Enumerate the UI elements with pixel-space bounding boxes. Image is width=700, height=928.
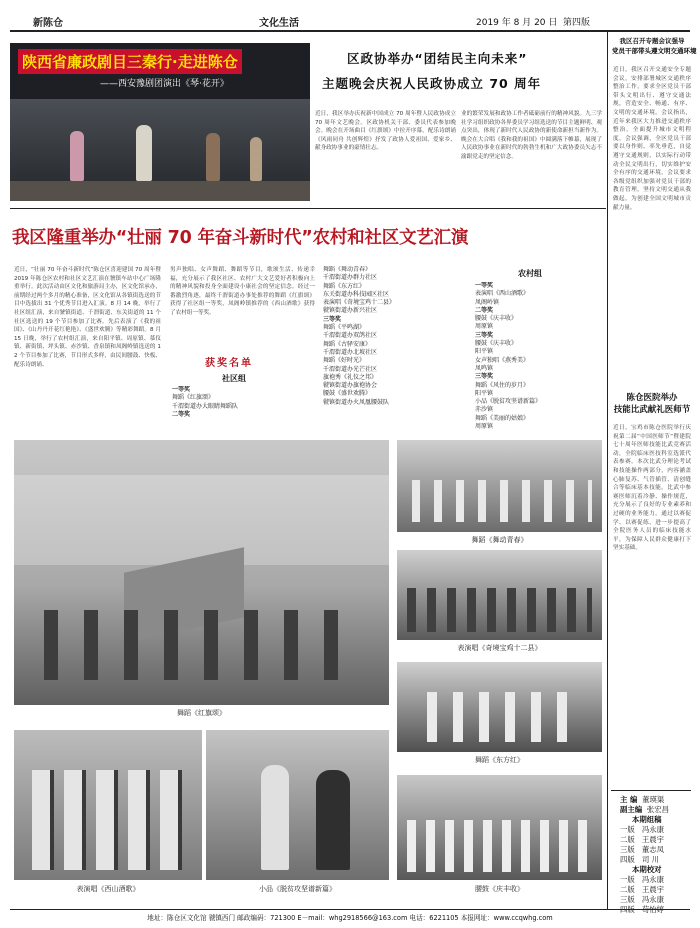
photo-caption: 小品《脱贫攻坚谱新篇》 bbox=[259, 885, 336, 893]
stage-floor bbox=[10, 181, 310, 201]
performers-row bbox=[32, 770, 187, 870]
award-item: 小品《脱贫攻坚谱新篇》 bbox=[475, 398, 542, 406]
photo-youth-dance bbox=[397, 440, 602, 532]
staff-row bbox=[620, 855, 690, 865]
top-left-subtitle: ——西安豫剧团演出《琴·花开》 bbox=[100, 79, 229, 89]
award-item: 舞蹈《平鸣湖》 bbox=[323, 324, 366, 332]
award-item: 腰鼓《盛世欢腾》 bbox=[323, 390, 372, 398]
footer-rule bbox=[10, 909, 690, 910]
newspaper-name: 新陈仓 bbox=[33, 18, 63, 29]
staff-row bbox=[620, 815, 690, 825]
award-item: 舞蹈《风住的岁月》 bbox=[475, 381, 530, 389]
section-name: 文化生活 bbox=[259, 18, 299, 29]
award-item: 虢镇街道办新兴社区 bbox=[323, 307, 378, 315]
award-item: 二等奖 bbox=[475, 306, 494, 314]
awards-title: 获奖名单 bbox=[205, 358, 253, 369]
award-item: 凤鸣镇 bbox=[475, 364, 494, 372]
award-item: 三等奖 bbox=[475, 373, 494, 381]
award-item: 一等奖 bbox=[475, 282, 494, 289]
photo-caption: 舞蹈《舞动青春》 bbox=[471, 536, 528, 544]
staff-name: 王晨宇 bbox=[641, 885, 665, 894]
performer-figure bbox=[250, 137, 262, 181]
community-group-title: 社区组 bbox=[222, 374, 246, 383]
staff-role: 四版 bbox=[620, 855, 635, 864]
award-item: 虢镇街道办旗袍协会 bbox=[323, 382, 378, 390]
award-item: 周原镇 bbox=[475, 423, 494, 431]
staff-role: 一版 bbox=[620, 825, 635, 834]
dancers-row bbox=[427, 692, 577, 742]
award-item: 二等奖 bbox=[172, 410, 191, 418]
staff-role: 三版 bbox=[620, 895, 635, 904]
headline-rule-top bbox=[10, 208, 606, 209]
staff-role: 本期校对 bbox=[632, 865, 662, 874]
photo-caption: 舞蹈《红旗颂》 bbox=[177, 709, 226, 717]
staff-row bbox=[620, 875, 690, 885]
staff-role: 本期组稿 bbox=[632, 815, 662, 824]
drummers-row bbox=[407, 820, 592, 872]
staff-row bbox=[620, 845, 690, 855]
header-rule bbox=[10, 30, 690, 32]
sidebar-top-title-line2: 党员干部带头遵文明交通环境 bbox=[612, 47, 697, 55]
cppcc-title-line2: 主题晚会庆祝人民政协成立 70 周年 bbox=[322, 76, 542, 91]
top-left-block bbox=[10, 43, 310, 201]
award-item: 千渭街道办北坡社区 bbox=[323, 348, 378, 356]
staff-name: 王晨宇 bbox=[641, 835, 665, 844]
award-item: 周原镇 bbox=[475, 323, 494, 331]
staff-name: 冯永康 bbox=[641, 825, 665, 834]
staff-name: 董志凤 bbox=[641, 845, 665, 854]
page-number: 第四版 bbox=[563, 18, 591, 28]
staff-name: 冯永康 bbox=[641, 875, 665, 884]
issue-date: 2019 年 8 月 20 日 bbox=[476, 18, 558, 28]
award-item: 舞蹈《美丽的姑娘》 bbox=[475, 414, 530, 422]
award-item: 赤沙镇 bbox=[475, 406, 494, 414]
award-item: 一等奖 bbox=[172, 386, 191, 393]
top-left-title: 陕西省廉政剧目三秦行·走进陈仓 bbox=[18, 49, 242, 74]
main-intro: 近日，“壮丽 70 年奋斗新时代”陈仓区喜迎建国 70 周年暨 2019 年陈仓区农村和社区文艺汇演在虢镇车站中心广场隆重举行。此次活动由区文化和旅游局主办，区文化馆承办，前期经过两个多月的精心准备，区文化馆从各镇街选送的节目中选拔出 31 个优秀节目进入汇演。8 月 14 晚，举行了社区组汇演，来自虢镇街道、千渭街道、东关街道的 11 个社区选送的 19 个节目参加了比赛。先后表演了《我的祖国》、《山丹丹开花红艳艳》、《盛世欢腾》等精彩舞蹈。8 月 15 日晚，举行了农村组汇演，来自阳平镇、周原镇、慕仪镇、新街镇、坪头镇、赤沙镇、香泉镇和凤阁岭镇选送的 12 个节目参加了比赛，节目形式多样，由民间腰鼓、快板、配乐诗朗诵、 bbox=[14, 267, 161, 368]
footer-address: 地址：陈仓区文化馆 虢镇西门 邮政编码：721300 E－mail：whg2918566@163.com 电话：6221105 本报网址：www.ccqwhg.com bbox=[147, 914, 553, 922]
cppcc-body-col2: 业的繁荣发展和政协工作者砥砺前行的精神风貌。九三学社学习组织政协各界委员学习组选送的节目主题鲜明、观点突出，体现了新时代人民政协的新使命新担当新作为。晚会在大合唱《我和我的祖国》中圆满落下帷幕，展现了人民政协事业在新时代的勃勃生机和广大政协委员矢志不渝跟党走的坚定信念。 bbox=[461, 111, 602, 160]
award-item: 舞蹈《古驿安康》 bbox=[323, 340, 372, 348]
backdrop-banner bbox=[14, 475, 389, 565]
photo-caption: 表演唱《西山酒歌》 bbox=[76, 885, 140, 893]
sidebar-mid-title bbox=[612, 392, 692, 416]
award-item: 表演唱《奇境宝鸡十二县》 bbox=[323, 299, 396, 307]
cppcc-body-col1: 近日，我区举办庆祝新中国成立 70 周年暨人民政协成立 70 周年文艺晚会。区政协机关干部、委员代表参加晚会。晚会在开场曲目《红旗颂》中拉开序幕，配乐诗朗诵《风雨同舟 共创辉煌》抒发了政协人爱祖国、爱家乡、献身政协事业的豪情壮志。 bbox=[315, 111, 456, 152]
award-item: 腰鼓《庆丰收》 bbox=[475, 315, 518, 323]
performer-figure bbox=[70, 131, 84, 181]
staff-row bbox=[620, 865, 690, 875]
dancers-row bbox=[44, 610, 364, 680]
staff-rule bbox=[611, 790, 691, 791]
performer-figure bbox=[261, 765, 289, 870]
staff-row bbox=[620, 885, 690, 895]
award-item: 舞蹈《舞动青春》 bbox=[323, 266, 372, 273]
staff-role: 主 编 bbox=[620, 795, 638, 804]
staff-row bbox=[620, 805, 690, 815]
staff-role: 一版 bbox=[620, 875, 635, 884]
sidebar-top-title-line1: 我区召开专题会议强导 bbox=[619, 37, 685, 45]
staff-row bbox=[620, 835, 690, 845]
award-item: 虢镇街道办火凤凰腰鼓队 bbox=[323, 398, 390, 406]
staff-name: 冯永康 bbox=[641, 895, 665, 904]
sidebar-mid-title-line1: 陈仓医院举办 bbox=[626, 393, 678, 403]
award-item: 腰鼓《庆丰收》 bbox=[475, 340, 518, 348]
award-item: 舞蹈《好时光》 bbox=[323, 357, 366, 365]
staff-role: 二版 bbox=[620, 885, 635, 894]
staff-name: 司 川 bbox=[641, 855, 659, 864]
staff-row bbox=[620, 795, 690, 805]
award-item: 舞蹈《东方红》 bbox=[323, 282, 366, 290]
award-item: 东关街道办科技园区社区 bbox=[323, 290, 390, 298]
dancers-row bbox=[412, 480, 592, 522]
award-item: 三等奖 bbox=[475, 331, 494, 339]
sidebar-top-title bbox=[612, 36, 697, 56]
staff-role: 三版 bbox=[620, 845, 635, 854]
staff-list bbox=[620, 795, 690, 915]
dancers-row bbox=[407, 588, 592, 632]
village-group-title: 农村组 bbox=[518, 269, 542, 278]
staff-row bbox=[620, 825, 690, 835]
award-item: 阳平镇 bbox=[475, 389, 494, 397]
award-item: 舞蹈《红旗颂》 bbox=[172, 394, 215, 402]
photo-caption: 表演唱《奇境宝鸡十二县》 bbox=[457, 644, 542, 652]
award-item: 旗袍秀《礼仪之邦》 bbox=[323, 373, 378, 381]
village-awards bbox=[475, 282, 603, 434]
award-item: 千渭街道办群力社区 bbox=[323, 274, 378, 282]
main-headline: 我区隆重举办“壮丽 70 年奋斗新时代”农村和社区文艺汇演 bbox=[12, 228, 469, 248]
community-awards-b bbox=[323, 266, 453, 434]
sidebar-mid-title-line2: 技能比武献礼医师节 bbox=[613, 405, 691, 415]
sidebar-top-body: 近日，我区召开交通安全专题会议，安排部署城区交通秩序整治工作，要求全区党员干部带头文明出行、遵守交通法规，营造安全、畅通、有序、文明的交通环境。会议指出，近年来我区大力推进交通秩序整治，全面提升城市文明程度。会议强调，全区党员干部要以身作则、率先垂范，自觉遵守交通规则，以实际行动带动全民文明出行，切实维护安全有序的交通环境。会议要求各级党组织加强对党员干部的教育管理，坚持文明交通从我做起，为创建全国文明城市贡献力量。 bbox=[613, 67, 691, 211]
photo-xishan-song bbox=[14, 730, 202, 880]
staff-role: 副主编 bbox=[620, 805, 643, 814]
sidebar-divider bbox=[607, 31, 608, 909]
staff-name: 董瑛渠 bbox=[642, 795, 665, 804]
award-item: 凤阁岭镇 bbox=[475, 298, 500, 306]
staff-name: 张宏昌 bbox=[646, 805, 670, 814]
photo-east-red bbox=[397, 662, 602, 752]
photo-caption: 腰鼓《庆丰收》 bbox=[475, 885, 524, 893]
performer-figure bbox=[206, 133, 220, 181]
award-item: 千渭街道办光芒社区 bbox=[323, 365, 378, 373]
main-col2: 男声独唱、女声舞蹈、舞蹈等节目，歌颂生活、传递幸福，充分展示了我区社区、农村广大文艺爱好者积极向上的精神风貌和投身全面建设小康社会的坚定信念。经过一番激烈角逐，最终千渭街道办事处推荐的舞蹈《红旗颂》获得了社区组一等奖，凤阁岭镇推荐的《西山酒歌》获得了农村组一等奖。 bbox=[170, 267, 315, 316]
award-item: 女声独唱《燕秀美》 bbox=[475, 356, 530, 364]
photo-baoji-song bbox=[397, 550, 602, 640]
cppcc-title-line1: 区政协举办“团结民主向未来” bbox=[347, 51, 528, 66]
award-item: 三等奖 bbox=[323, 315, 342, 323]
photo-red-flag-dance bbox=[14, 440, 389, 705]
award-item: 阳平镇 bbox=[475, 348, 494, 356]
award-item: 千渭街道办大眼睛舞蹈队 bbox=[172, 402, 239, 410]
photo-waist-drum bbox=[397, 775, 602, 880]
award-item: 千渭街道办双鸽社区 bbox=[323, 332, 378, 340]
staff-role: 二版 bbox=[620, 835, 635, 844]
community-awards-a bbox=[172, 386, 322, 432]
performer-figure bbox=[136, 125, 152, 181]
photo-poverty-skit bbox=[206, 730, 389, 880]
staff-row bbox=[620, 895, 690, 905]
award-item: 表演唱《西山酒歌》 bbox=[475, 290, 530, 298]
sidebar-mid-body: 近日，宝鸡市陈仓医院举行庆祝第二届“中国医师节”暨建院七十周年医师技能比武竞赛活动，全院临床医技科室选派代表参赛。本次比武分理论考试和技能操作两部分，内容涵盖心肺复苏、气管插管、清创缝合等临床基本技能。比武中参赛医师沉着冷静、操作规范，充分展示了良好的专业素养和过硬的业务能力。通过以赛促学、以赛促练，进一步提高了全院医务人员的临床技能水平，为保障人民群众健康打下坚实基础。 bbox=[613, 425, 691, 552]
photo-caption: 舞蹈《东方红》 bbox=[475, 756, 524, 764]
performer-figure bbox=[316, 770, 350, 870]
